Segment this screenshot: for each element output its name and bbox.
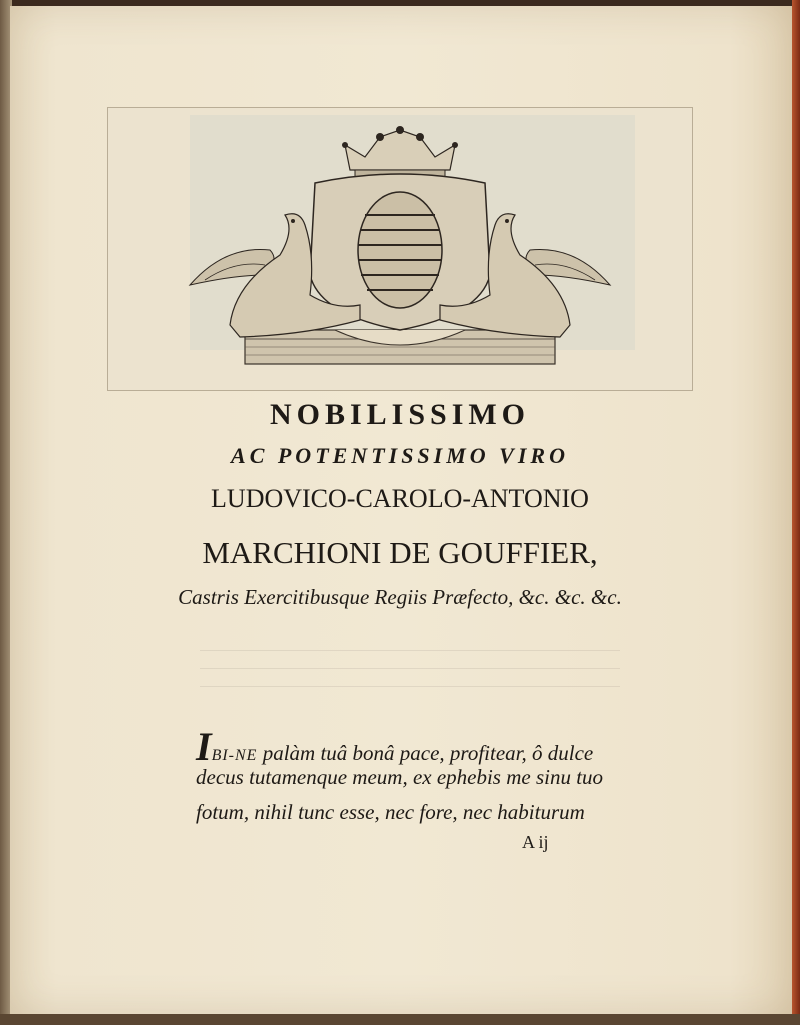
heading-line-3: LUDOVICO-CAROLO-ANTONIO <box>211 484 589 513</box>
dedication-line-2: decus tutamenque meum, ex ephebis me sinu tuo <box>196 765 604 789</box>
heading-line-2: AC POTENTISSIMO VIRO <box>231 443 569 468</box>
page-bottom-edge <box>0 1014 800 1025</box>
show-through-line <box>200 686 620 687</box>
heading-line-1: NOBILISSIMO <box>269 398 531 431</box>
signature-mark: A ij <box>522 832 549 852</box>
dedication-line-3: fotum, nihil tunc esse, nec fore, nec habiturum <box>196 800 585 824</box>
pedestal-icon <box>245 330 555 364</box>
heading-line-4: MARCHIONI DE GOUFFIER, <box>202 535 598 570</box>
show-through-line <box>200 650 620 651</box>
heading-line-5: Castris Exercitibusque Regiis Præfecto, &c. &c. &c. <box>178 585 622 609</box>
coat-of-arms-icon <box>185 125 615 370</box>
drop-cap: I <box>196 724 212 769</box>
dedication-line-1-rest: palàm tuâ bonâ pace, profitear, ô dulce <box>257 741 594 765</box>
dedication-line-1 <box>196 724 626 769</box>
opening-caps: BI-NE <box>211 747 258 764</box>
show-through-line <box>200 668 620 669</box>
